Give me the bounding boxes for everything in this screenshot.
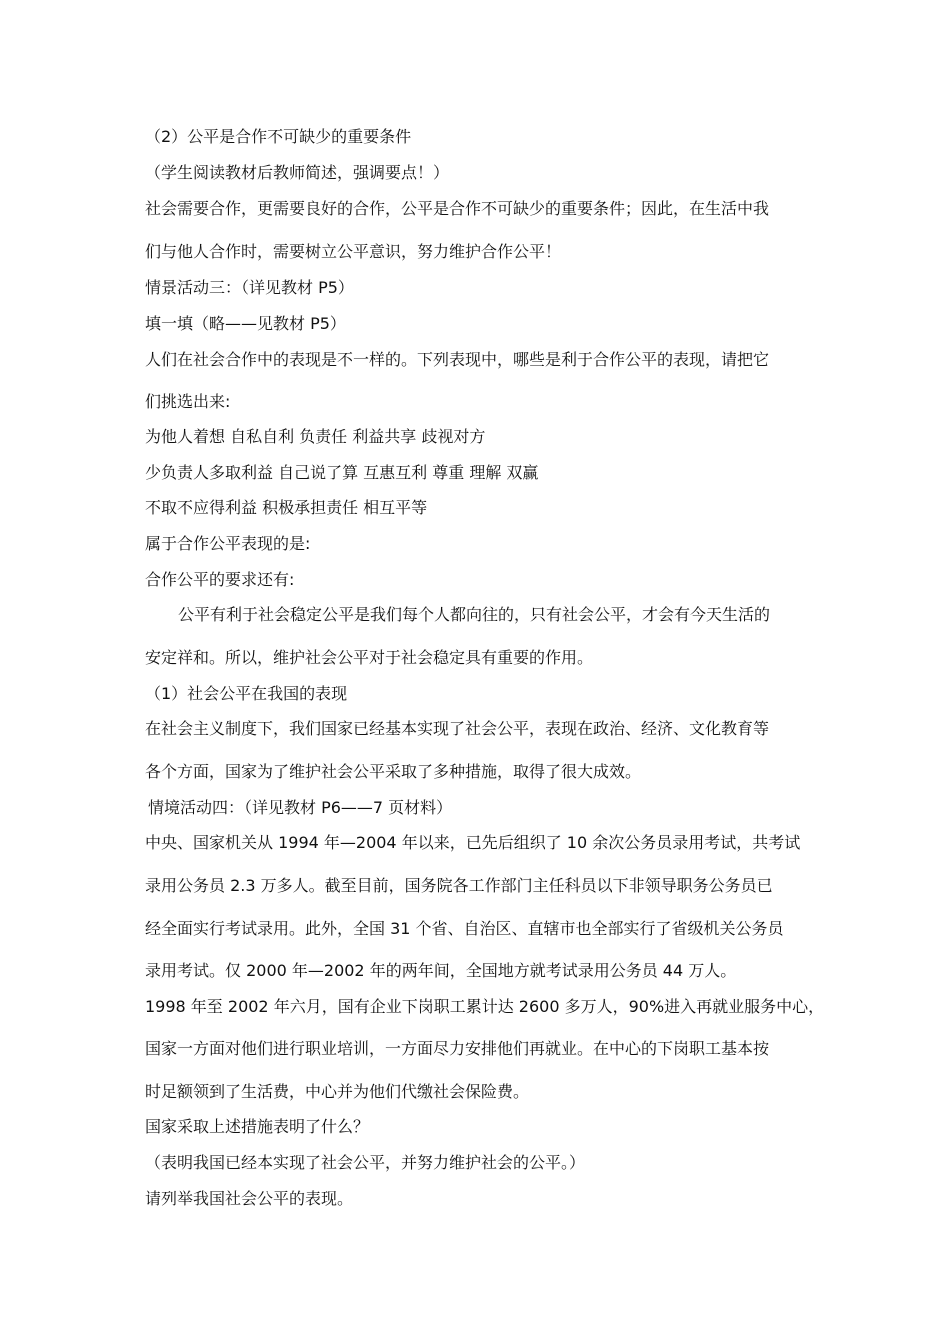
option-list-line: 不取不应得利益 积极承担责任 相互平等 — [145, 498, 428, 517]
paragraph-line-indented: 公平有利于社会稳定公平是我们每个人都向往的，只有社会公平，才会有今天生活的 — [178, 605, 771, 624]
paragraph-line: 国家一方面对他们进行职业培训，一方面尽力安排他们再就业。在中心的下岗职工基本按 — [145, 1039, 770, 1058]
answer-line: （表明我国已经本实现了社会公平，并努力维护社会的公平。） — [145, 1153, 586, 1172]
paragraph-line: 安定祥和。所以，维护社会公平对于社会稳定具有重要的作用。 — [145, 648, 594, 667]
paragraph-line: 1998 年至 2002 年六月，国有企业下岗职工累计达 2600 多万人，90%进入再就业服务中心， — [145, 997, 825, 1016]
question-line: 请列举我国社会公平的表现。 — [145, 1189, 354, 1208]
fill-in-heading: 填一填（略——见教材 P5） — [145, 314, 346, 333]
paragraph-line: 人们在社会合作中的表现是不一样的。下列表现中，哪些是利于合作公平的表现，请把它 — [145, 350, 770, 369]
paragraph-line: 录用考试。仅 2000 年—2002 年的两年间，全国地方就考试录用公务员 44 万人。 — [145, 961, 737, 980]
paragraph-line: 们挑选出来: — [145, 392, 231, 411]
question-line: 国家采取上述措施表明了什么？ — [145, 1117, 370, 1136]
section-heading-fairness-cooperation: （2）公平是合作不可缺少的重要条件 — [145, 127, 412, 146]
activity-heading-four: 情境活动四：（详见教材 P6——7 页材料） — [148, 798, 453, 817]
paragraph-line: 录用公务员 2.3 万多人。截至目前，国务院各工作部门主任科员以下非领导职务公务员已 — [145, 876, 773, 895]
activity-heading-three: 情景活动三：（详见教材 P5） — [145, 278, 354, 297]
paragraph-line: 们与他人合作时，需要树立公平意识，努力维护合作公平！ — [145, 242, 562, 261]
teacher-note: （学生阅读教材后教师简述，强调要点！） — [145, 163, 450, 182]
paragraph-line: 经全面实行考试录用。此外，全国 31 个省、自治区、直辖市也全部实行了省级机关公务员 — [145, 919, 784, 938]
question-line: 合作公平的要求还有: — [145, 570, 295, 589]
paragraph-line: 社会需要合作，更需要良好的合作，公平是合作不可缺少的重要条件；因此，在生活中我 — [145, 199, 770, 218]
section-heading-social-fairness: （1）社会公平在我国的表现 — [145, 684, 348, 703]
paragraph-line: 在社会主义制度下，我们国家已经基本实现了社会公平，表现在政治、经济、文化教育等 — [145, 719, 770, 738]
option-list-line: 为他人着想 自私自利 负责任 利益共享 歧视对方 — [145, 427, 486, 446]
paragraph-line: 中央、国家机关从 1994 年—2004 年以来，已先后组织了 10 余次公务员录用考试，共考试 — [145, 833, 801, 852]
question-line: 属于合作公平表现的是: — [145, 534, 311, 553]
paragraph-line: 各个方面，国家为了维护社会公平采取了多种措施，取得了很大成效。 — [145, 762, 642, 781]
paragraph-line: 时足额领到了生活费，中心并为他们代缴社会保险费。 — [145, 1082, 530, 1101]
option-list-line: 少负责人多取利益 自己说了算 互惠互利 尊重 理解 双赢 — [145, 463, 539, 482]
